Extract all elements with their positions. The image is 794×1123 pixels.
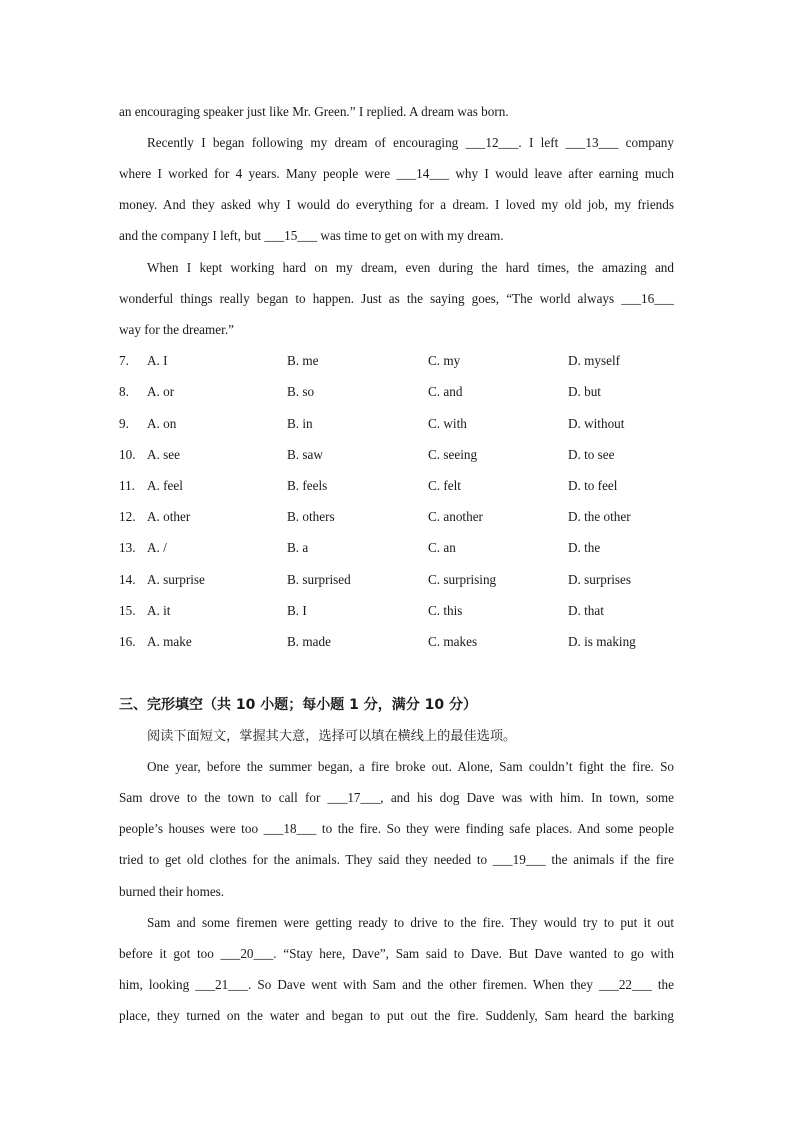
option-c[interactable]: C. with xyxy=(428,416,467,431)
passage-line: Sam drove to the town to call for ___17___, and his dog Dave was with him. In town, some xyxy=(119,790,674,805)
option-row xyxy=(119,601,679,621)
option-b[interactable]: B. saw xyxy=(287,447,323,462)
passage-line: him, looking ___21___. So Dave went with Sam and the other firemen. When they ___22___ the xyxy=(119,977,674,992)
option-c[interactable]: C. seeing xyxy=(428,447,478,462)
option-c[interactable]: C. surprising xyxy=(428,572,497,587)
option-b[interactable]: B. made xyxy=(287,634,331,649)
option-d[interactable]: D. surprises xyxy=(568,572,632,587)
option-a[interactable]: A. other xyxy=(147,509,191,524)
section-title: 三、完形填空（共 10 小题；每小题 1 分，满分 10 分） xyxy=(119,697,477,713)
question-number: 8. xyxy=(119,384,129,399)
passage-line: people’s houses were too ___18___ to the fire. So they were finding safe places. And some people xyxy=(119,821,674,836)
option-a[interactable]: A. or xyxy=(147,384,175,399)
option-c[interactable]: C. felt xyxy=(428,478,461,493)
question-number: 13. xyxy=(119,540,136,555)
option-b[interactable]: B. I xyxy=(287,603,307,618)
option-c[interactable]: C. an xyxy=(428,540,456,555)
option-a[interactable]: A. I xyxy=(147,353,168,368)
option-c[interactable]: C. this xyxy=(428,603,463,618)
option-row xyxy=(119,476,679,496)
option-row xyxy=(119,382,679,402)
option-row xyxy=(119,538,679,558)
passage-line: and the company I left, but ___15___ was time to get on with my dream. xyxy=(119,228,504,243)
passage-line: burned their homes. xyxy=(119,884,225,899)
option-b[interactable]: B. a xyxy=(287,540,309,555)
option-d[interactable]: D. the other xyxy=(568,509,631,524)
question-number: 12. xyxy=(119,509,136,524)
option-a[interactable]: A. / xyxy=(147,540,167,555)
passage-line: tried to get old clothes for the animals. They said they needed to ___19___ the animals if the fire xyxy=(119,852,674,867)
passage-line: Sam and some firemen were getting ready to drive to the fire. They would try to put it out xyxy=(147,915,674,930)
passage-line: place, they turned on the water and began to put out the fire. Suddenly, Sam heard the barking xyxy=(119,1008,674,1023)
question-number: 10. xyxy=(119,447,136,462)
passage-line: money. And they asked why I would do everything for a dream. I loved my old job, my friends xyxy=(119,197,674,212)
option-b[interactable]: B. me xyxy=(287,353,319,368)
option-b[interactable]: B. so xyxy=(287,384,315,399)
question-number: 14. xyxy=(119,572,136,587)
passage-line: before it got too ___20___. “Stay here, Dave”, Sam said to Dave. But Dave wanted to go with xyxy=(119,946,674,961)
question-number: 11. xyxy=(119,478,135,493)
option-row xyxy=(119,414,679,434)
option-b[interactable]: B. others xyxy=(287,509,335,524)
section-instruction: 阅读下面短文，掌握其大意，选择可以填在横线上的最佳选项。 xyxy=(147,729,517,744)
option-d[interactable]: D. is making xyxy=(568,634,636,649)
question-number: 9. xyxy=(119,416,129,431)
option-a[interactable]: A. make xyxy=(147,634,192,649)
passage-line: Recently I began following my dream of encouraging ___12___. I left ___13___ company xyxy=(147,135,674,150)
passage-line: When I kept working hard on my dream, even during the hard times, the amazing and xyxy=(147,260,674,275)
option-c[interactable]: C. and xyxy=(428,384,463,399)
option-row xyxy=(119,351,679,371)
option-d[interactable]: D. without xyxy=(568,416,625,431)
option-b[interactable]: B. surprised xyxy=(287,572,351,587)
option-a[interactable]: A. surprise xyxy=(147,572,205,587)
passage-line: wonderful things really began to happen. Just as the saying goes, “The world always ___16___ xyxy=(119,291,674,306)
option-b[interactable]: B. feels xyxy=(287,478,328,493)
option-a[interactable]: A. feel xyxy=(147,478,183,493)
passage-line: an encouraging speaker just like Mr. Green.” I replied. A dream was born. xyxy=(119,104,509,119)
option-d[interactable]: D. the xyxy=(568,540,601,555)
question-number: 16. xyxy=(119,634,136,649)
option-a[interactable]: A. it xyxy=(147,603,171,618)
option-row xyxy=(119,445,679,465)
question-number: 7. xyxy=(119,353,129,368)
passage-line: where I worked for 4 years. Many people were ___14___ why I would leave after earning much xyxy=(119,166,674,181)
option-row xyxy=(119,507,679,527)
passage-line: way for the dreamer.” xyxy=(119,322,234,337)
option-d[interactable]: D. that xyxy=(568,603,604,618)
option-b[interactable]: B. in xyxy=(287,416,313,431)
option-d[interactable]: D. myself xyxy=(568,353,621,368)
option-d[interactable]: D. to see xyxy=(568,447,615,462)
option-d[interactable]: D. but xyxy=(568,384,601,399)
option-a[interactable]: A. on xyxy=(147,416,177,431)
option-c[interactable]: C. another xyxy=(428,509,483,524)
option-a[interactable]: A. see xyxy=(147,447,180,462)
passage-line: One year, before the summer began, a fire broke out. Alone, Sam couldn’t fight the fire. So xyxy=(147,759,674,774)
option-c[interactable]: C. makes xyxy=(428,634,478,649)
option-row xyxy=(119,570,679,590)
question-number: 15. xyxy=(119,603,136,618)
option-c[interactable]: C. my xyxy=(428,353,461,368)
option-d[interactable]: D. to feel xyxy=(568,478,618,493)
option-row xyxy=(119,632,679,652)
